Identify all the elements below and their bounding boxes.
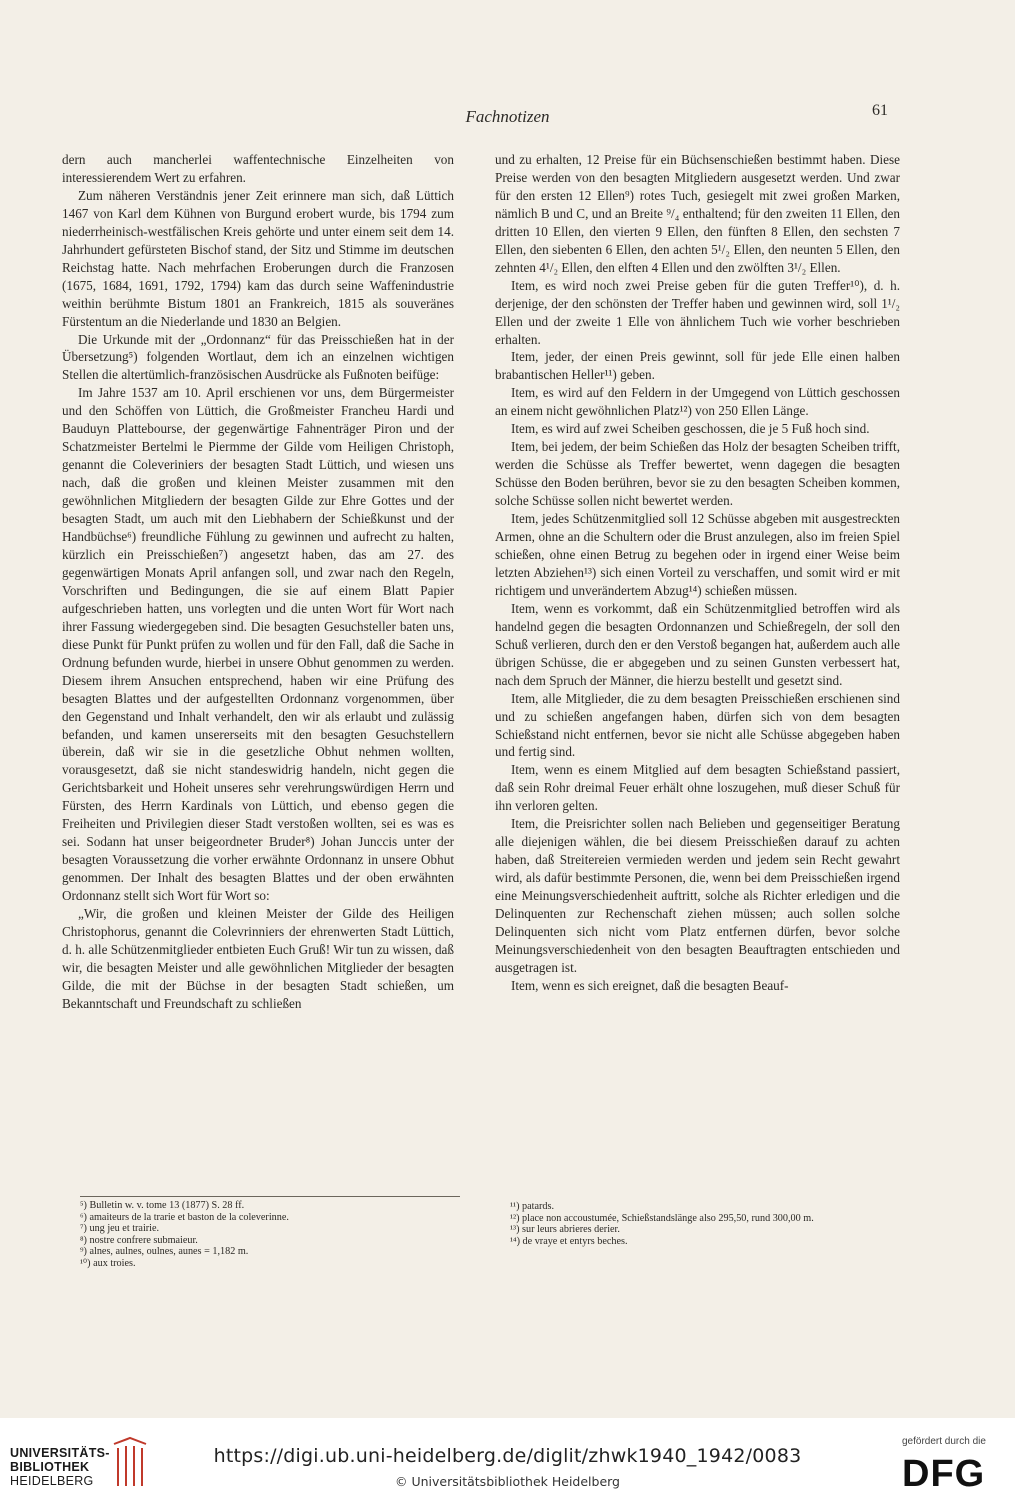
footnote: ¹⁰) aux troies. bbox=[80, 1257, 136, 1269]
library-name-line1: UNIVERSITÄTS- bbox=[10, 1446, 110, 1460]
paragraph: Item, wenn es einem Mitglied auf dem besagten Schießstand passiert, daß sein Rohr dreimal Feuer erhält ohne loszugehen, muß dieser Schuß für ihn verloren gelten. bbox=[495, 762, 900, 814]
page-number: 61 bbox=[872, 102, 888, 119]
paragraph: Die Urkunde mit der „Ordonnanz“ für das Preisschießen hat in der Übersetzung⁵) folgenden Wortlaut, dem ich an einzelnen wichtigen Stellen die altertümlich-französischen Ausdrücke als Fußnoten beifüge: bbox=[62, 331, 454, 383]
paragraph: Item, es wird auf den Feldern in der Umgegend von Lüttich geschossen an einem nicht gewöhnlichen Platz¹²) von 250 Ellen Länge. bbox=[495, 385, 900, 419]
paragraph: Item, die Preisrichter sollen nach Belieben und gegenseitiger Beratung alle diejenigen wählen, die bei diesem Preisschießen darauf zu achten haben, daß Streitereien vermieden werden und jedem sein Recht gewahrt wird, als dafür bestimmte Personen, die, wenn bei dem Preisschießen irgend eine Meinungsverschiedenheit auftritt, solche als Richter erledigen und die Delinquenten zur Rechenschaft ziehen müssen; auch sollen solche Delinquenten sich nicht vom Platz entfernen dürfen, bevor solche Meinungsverschiedenheit von den besagten Beauftragten entschieden und ausgetragen ist. bbox=[495, 816, 900, 975]
paragraph: Item, alle Mitglieder, die zu dem besagten Preisschießen erschienen sind und zu schießen angefangen haben, dürfen sich von dem besagten Schießstand nicht entfernen, bevor sie nicht alle Schüsse abgegeben haben und fertig sind. bbox=[495, 690, 900, 760]
footnotes-left bbox=[80, 1196, 460, 1269]
footnotes-right bbox=[510, 1201, 902, 1247]
footnote: ¹¹) patards. bbox=[510, 1201, 555, 1212]
paragraph: dern auch mancherlei waffentechnische Einzelheiten von interessierendem Wert zu erfahren. bbox=[62, 152, 454, 185]
paragraph: Item, bei jedem, der beim Schießen das Holz der besagten Scheiben trifft, werden die Schüsse als Treffer bewertet, wenn dagegen die besagten Schüsse den Boden berühren, bevor sie zu den besagten Scheiben kommen, solche Schüsse sollen nicht bewertet werden. bbox=[495, 439, 900, 509]
paragraph: Zum näheren Verständnis jener Zeit erinnere man sich, daß Lüttich 1467 von Karl dem Kühnen von Burgund erobert wurde, bis 1794 zum niederrheinisch-westfälischen Kreis gehörte und unter einem seit dem 14. Jahrhundert gefürsteten Bischof stand, der Sitz und Stimme im deutschen Reichstag hatte. Nach mehrfachen Eroberungen durch die Franzosen (1675, 1684, 1691, 1792, 1794) kam das durch seine Waffenindustrie weithin berühmte Bistum 1801 an Frankreich, 1815 als souveränes Fürstentum an die Niederlande und 1830 an Belgien. bbox=[62, 187, 454, 329]
footnote: ⁷) ung jeu et trairie. bbox=[80, 1223, 160, 1234]
permalink-url[interactable]: https://digi.ub.uni-heidelberg.de/diglit/zhwk1940_1942/0083 bbox=[213, 1445, 802, 1467]
paragraph: Item, wenn es vorkommt, daß ein Schützenmitglied betroffen wird als handelnd gegen die besagten Ordonnanzen und Schießregeln, der soll den Schuß verlieren, durch den er den Verstoß begangen hat, außerdem auch alle übrigen Schüsse, die er abgegeben und zu seinen Gunsten verbessert hat, nach dem Spruch der Männer, die hierzu bestellt und gesetzt sind. bbox=[495, 600, 900, 688]
copyright-notice: © Universitätsbibliothek Heidelberg bbox=[394, 1474, 620, 1489]
footnote: ⁵) Bulletin w. v. tome 13 (1877) S. 28 ff. bbox=[80, 1200, 245, 1211]
paragraph: Item, es wird auf zwei Scheiben geschossen, die je 5 Fuß hoch sind. bbox=[511, 421, 870, 437]
paragraph: Item, jeder, der einen Preis gewinnt, soll für jede Elle einen halben brabantischen Heller¹¹) geben. bbox=[495, 349, 900, 383]
left-text-column bbox=[62, 151, 454, 1013]
library-name-line2: BIBLIOTHEK bbox=[10, 1460, 90, 1474]
paragraph: Item, wenn es sich ereignet, daß die besagten Beauf- bbox=[511, 977, 789, 993]
paragraph: Item, jedes Schützenmitglied soll 12 Schüsse abgeben mit ausgestreckten Armen, ohne an die Schultern oder die Brust anzulegen, also im freien Spiel schießen, ohne einen Betrug zu begehen oder in irgend einer Weise beim letzten Abziehen¹³) sich einen Vorteil zu verschaffen, und somit wird er mit richtigem und unverändertem Abzug¹⁴) schießen müssen. bbox=[495, 511, 900, 598]
footnote: ⁹) alnes, aulnes, oulnes, aunes = 1,182 m. bbox=[80, 1246, 249, 1257]
footnote: ⁸) nostre confrere submaieur. bbox=[80, 1234, 198, 1246]
paragraph: Im Jahre 1537 am 10. April erschienen vor uns, dem Bürgermeister und den Schöffen von Lüttich, die Großmeister Francheu Hardi und Bauduyn Plattebourse, der gegenwärtige Fahnenträger Piron und der Schatzmeister Bertelmi le Piermme der Gilde vom Heiligen Christoph, genannt die Coleveriniers der besagten Stadt Lüttich, und wiesen uns nach, daß die großen und kleinen Meister zusammen mit den gewöhnlichen Mitgliedern der besagten Gilde zur Ehre Gottes und der besagten Stadt, um auch mit den Liebhabern der Schießkunst und der Handbüchse⁶) freundliche Fühlung zu gewinnen und aufrecht zu halten, kürzlich ein Preisschießen⁷) angesetzt haben, das am 27. des gegenwärtigen Monats April anfangen soll, und zwar nach den Regeln, Vorschriften und Bedingungen, die sie auf einem Blatt Papier aufgeschrieben hatten, uns vorlegten und die unten Wort für Wort nach ihrer Fassung wiedergegeben sind. Die besagten Gesuchsteller baten uns, diese Punkt für Punkt prüfen zu wollen und für den Fall, daß die Sache in Ordnung befunden wurde, hierbei in unsere Obhut genommen zu werden. Diesem ihrem Ansuchen entsprechend, haben wir eine Prüfung des besagten Blattes und der aufgestellten Ordonnanz vorgenommen, über den Gegenstand und Inhalt verhandelt, den wir als erlaubt und zulässig befanden, und kamen unsererseits mit den besagten Gesuchstellern überein, daß wir sie in die gesetzliche Obhut nehmen wollten, vorausgesetzt, daß sie nicht standeswidrig handeln, nicht gegen die Gerichtsbarkeit und Hoheit unseres sehr verehrungswürdigen Herrn und Fürsten, des Herrn Kardinals von Lüttich, und ebenso gegen die Freiheiten und Privilegien dieser Stadt verstoßen wollten, sei es was es sei. Sodann hat unser beigeordneter Bruder⁸) Johan Junccis unter der besagten Voraussetzung die vorher erwähnte Ordonnanz in unsere Obhut genommen. Der Inhalt des besagten Blattes und der oben erwähnten Ordonnanz stellt sich Wort für Wort so: bbox=[62, 385, 454, 904]
paragraph: „Wir, die großen und kleinen Meister der Gilde des Heiligen Christophorus, genannt die Colevrinniers der ehrenwerten Stadt Lüttich, d. h. alle Schützenmitglieder entbieten Euch Gruß! Wir tun zu wissen, daß wir, die besagten Meister und alle gewöhnlichen Mitglieder der besagten Gilde, die mit der Büchse in der besagten Stadt schießen, um Bekanntschaft und Freundschaft zu schließen bbox=[62, 906, 454, 1011]
paragraph: Item, es wird noch zwei Preise geben für die guten Treffer¹⁰), d. h. derjenige, der den schönsten der Treffer haben und gewinnen wird, soll 1¹/₂ Ellen und der zweite 1 Elle von ähnlichem Tuch wie vorher beschrieben erhalten. bbox=[495, 277, 900, 347]
funding-caption: gefördert durch die bbox=[902, 1436, 986, 1447]
footnote: ¹²) place non accoustumée, Schießstandslänge also 295,50, rund 300,00 m. bbox=[510, 1212, 814, 1224]
footnote: ⁶) amaiteurs de la trarie et baston de la coleverinne. bbox=[80, 1211, 289, 1223]
right-text-column bbox=[495, 151, 900, 995]
running-header-title: Fachnotizen bbox=[465, 107, 550, 126]
footnote: ¹³) sur leurs abrieres derier. bbox=[510, 1224, 620, 1235]
footnote: ¹⁴) de vraye et entyrs beches. bbox=[510, 1235, 628, 1247]
paragraph: und zu erhalten, 12 Preise für ein Büchsenschießen bestimmt haben. Diese Preise werden von den besagten Mitgliedern ausgesetzt werden. Und zwar für den ersten 12 Ellen⁹) rotes Tuch, gesiegelt mit zwei großen Marken, nämlich B und C, und an Breite ⁹/₄ enthaltend; für den zweiten 11 Ellen, den dritten 10 Ellen, den vierten 9 Ellen, den fünften 8 Ellen, den sechsten 7 Ellen, den siebenten 6 Ellen, den achten 5¹/₂ Ellen, den neunten 5 Ellen, den zehnten 4¹/₂ Ellen, den elften 4 Ellen und den zwölften 3¹/₂ Ellen. bbox=[495, 152, 900, 275]
dfg-logo[interactable]: DFG bbox=[902, 1453, 986, 1495]
library-name-line3: HEIDELBERG bbox=[10, 1474, 94, 1488]
